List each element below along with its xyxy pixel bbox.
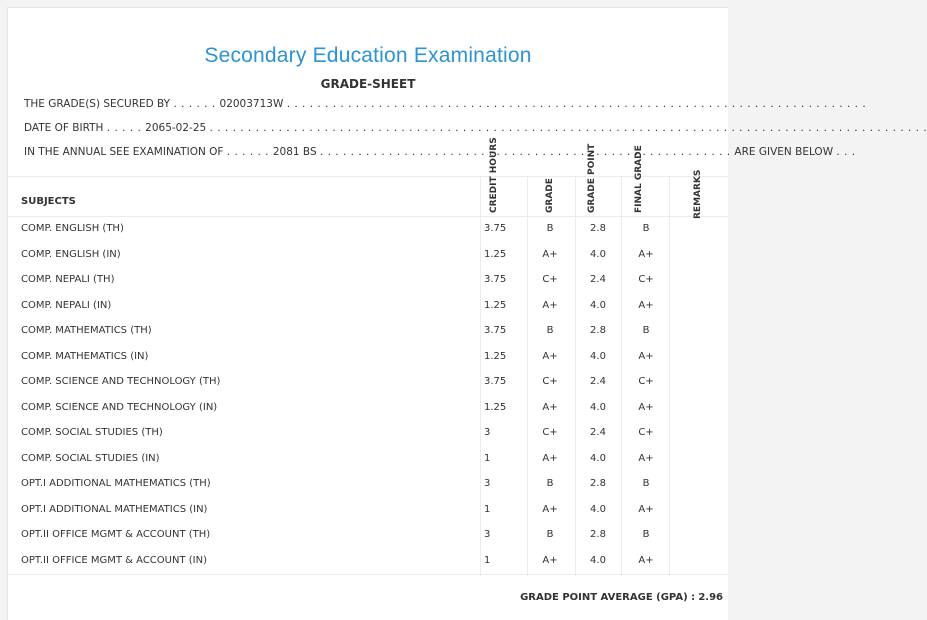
subject-cell: OPT.II OFFICE MGMT & ACCOUNT (TH): [21, 529, 211, 540]
grade-point-cell: 4.0: [590, 452, 606, 464]
credit-hours-cell: 1: [484, 554, 491, 566]
dot-leader: . . . . . .: [226, 146, 273, 158]
subjects-header: SUBJECTS: [21, 196, 76, 207]
table-bottom-rule: [8, 574, 728, 575]
subject-cell: OPT.I ADDITIONAL MATHEMATICS (TH): [21, 478, 211, 489]
final-grade-cell: C+: [638, 274, 654, 285]
table-row: [8, 395, 728, 420]
grade-cell: A+: [542, 248, 558, 260]
grade-cell: C+: [542, 376, 558, 387]
subject-cell: COMP. MATHEMATICS (IN): [21, 350, 149, 362]
table-row: [8, 344, 728, 369]
subject-cell: COMP. SOCIAL STUDIES (IN): [21, 452, 160, 464]
final-grade-cell: A+: [638, 350, 654, 362]
dot-leader: . . . . . . . . . . . . . . . . . . . . . . . . . . . . . . . . . . . . . . . . . . . . . . . . . . . . . . . . . . . . . . . . . . . . . . . . . . . .: [286, 98, 867, 110]
table-row: [8, 420, 728, 445]
subject-cell: COMP. ENGLISH (IN): [21, 248, 121, 260]
table-row: [8, 497, 728, 522]
grade-point-cell: 4.0: [590, 554, 606, 566]
grade-point-cell: 2.8: [590, 478, 606, 489]
grade-point-cell: 4.0: [590, 401, 606, 413]
table-row: [8, 548, 728, 573]
dob-value: 2065-02-25: [145, 122, 207, 134]
grade-cell: A+: [542, 401, 558, 413]
table-row: [8, 267, 728, 292]
table-row: [8, 522, 728, 547]
dot-leader: . . . . . . . . . . . . . . . . . . . . . . . . . . . . . . . . . . . . . . . . . . . . . . . . . . . . . . . . . . . . . . . . . . . . . . . . . . . . . . . . . . . . . . . . . . . . . .: [209, 122, 927, 134]
grade-point-cell: 2.8: [590, 529, 606, 540]
credit-hours-cell: 3.75: [484, 376, 507, 387]
secured-by-line: [24, 98, 866, 110]
subject-cell: COMP. SCIENCE AND TECHNOLOGY (TH): [21, 376, 221, 387]
grade-header: GRADE: [545, 178, 555, 213]
credit-hours-cell: 1.25: [484, 248, 507, 260]
grade-point-cell: 4.0: [590, 503, 606, 515]
subject-cell: OPT.I ADDITIONAL MATHEMATICS (IN): [21, 503, 208, 515]
credit-hours-header: CREDIT HOURS: [489, 137, 499, 213]
credit-hours-cell: 3.75: [484, 325, 507, 336]
grade-cell: A+: [542, 299, 558, 311]
final-grade-cell: A+: [638, 503, 654, 515]
table-row: [8, 318, 728, 343]
grade-point-header: GRADE POINT: [587, 143, 597, 213]
dot-leader: . . . . . . . . . . . . . . . . . . . . . . . . . . . . . . . . . . . . . . . . . . . . . . . . . . . . . .: [319, 146, 735, 158]
given-below-text: ARE GIVEN BELOW: [734, 146, 834, 158]
table-row: [8, 369, 728, 394]
subject-cell: OPT.II OFFICE MGMT & ACCOUNT (IN): [21, 554, 207, 566]
grade-cell: C+: [542, 274, 558, 285]
final-grade-cell: A+: [638, 401, 654, 413]
credit-hours-cell: 1: [484, 503, 491, 515]
table-row: [8, 446, 728, 471]
exam-label: IN THE ANNUAL SEE EXAMINATION OF: [24, 146, 224, 158]
exam-year: 2081 BS: [272, 146, 317, 158]
credit-hours-cell: 3: [484, 529, 491, 540]
grade-cell: A+: [542, 452, 558, 464]
table-row: [8, 216, 728, 241]
dob-line: [24, 122, 927, 134]
subject-cell: COMP. ENGLISH (TH): [21, 223, 124, 234]
subject-cell: COMP. NEPALI (TH): [21, 274, 115, 285]
grade-cell: B: [546, 223, 554, 234]
grade-point-cell: 2.4: [590, 376, 606, 387]
final-grade-cell: C+: [638, 376, 654, 387]
table-row: [8, 242, 728, 267]
final-grade-cell: B: [642, 325, 650, 336]
remarks-header: REMARKS: [693, 169, 703, 219]
gpa-value: 2.96: [698, 592, 723, 603]
grade-cell: A+: [542, 554, 558, 566]
credit-hours-cell: 3: [484, 478, 491, 489]
subject-cell: COMP. SCIENCE AND TECHNOLOGY (IN): [21, 401, 218, 413]
credit-hours-cell: 3.75: [484, 274, 507, 285]
credit-hours-cell: 1.25: [484, 350, 507, 362]
gpa-label: GRADE POINT AVERAGE (GPA) :: [520, 592, 696, 603]
exam-title: Secondary Education Examination: [204, 44, 532, 67]
grade-point-cell: 2.4: [590, 427, 606, 438]
dob-label: DATE OF BIRTH: [24, 122, 104, 134]
final-grade-cell: A+: [638, 452, 654, 464]
sheet-title: GRADE-SHEET: [320, 77, 416, 91]
grade-cell: A+: [542, 350, 558, 362]
credit-hours-cell: 3: [484, 427, 491, 438]
grade-point-cell: 2.8: [590, 223, 606, 234]
subject-cell: COMP. SOCIAL STUDIES (TH): [21, 427, 163, 438]
grade-point-cell: 2.4: [590, 274, 606, 285]
dot-leader: . . . . . .: [173, 98, 220, 110]
grade-cell: C+: [542, 427, 558, 438]
final-grade-cell: C+: [638, 427, 654, 438]
table-row: [8, 293, 728, 318]
symbol-number: 02003713W: [219, 98, 284, 110]
final-grade-header: FINAL GRADE: [634, 145, 644, 213]
grade-cell: B: [546, 325, 554, 336]
grade-cell: B: [546, 478, 554, 489]
dot-leader: . . .: [836, 146, 856, 158]
secured-by-label: THE GRADE(S) SECURED BY: [24, 98, 171, 110]
credit-hours-cell: 1: [484, 452, 491, 464]
credit-hours-cell: 1.25: [484, 299, 507, 311]
final-grade-cell: A+: [638, 248, 654, 260]
dot-leader: . . . . .: [106, 122, 146, 134]
grade-cell: A+: [542, 503, 558, 515]
final-grade-cell: B: [642, 223, 650, 234]
grade-point-cell: 2.8: [590, 325, 606, 336]
gpa-line: [520, 592, 723, 603]
grade-point-cell: 4.0: [590, 299, 606, 311]
exam-line: [24, 146, 856, 158]
grade-cell: B: [546, 529, 554, 540]
subject-cell: COMP. NEPALI (IN): [21, 299, 112, 311]
table-row: [8, 471, 728, 496]
grade-point-cell: 4.0: [590, 350, 606, 362]
credit-hours-cell: 1.25: [484, 401, 507, 413]
subject-cell: COMP. MATHEMATICS (TH): [21, 325, 152, 336]
grade-sheet: [7, 7, 927, 620]
final-grade-cell: A+: [638, 554, 654, 566]
table-top-rule: [8, 176, 728, 177]
grade-point-cell: 4.0: [590, 248, 606, 260]
final-grade-cell: B: [642, 478, 650, 489]
final-grade-cell: A+: [638, 299, 654, 311]
final-grade-cell: B: [642, 529, 650, 540]
credit-hours-cell: 3.75: [484, 223, 507, 234]
